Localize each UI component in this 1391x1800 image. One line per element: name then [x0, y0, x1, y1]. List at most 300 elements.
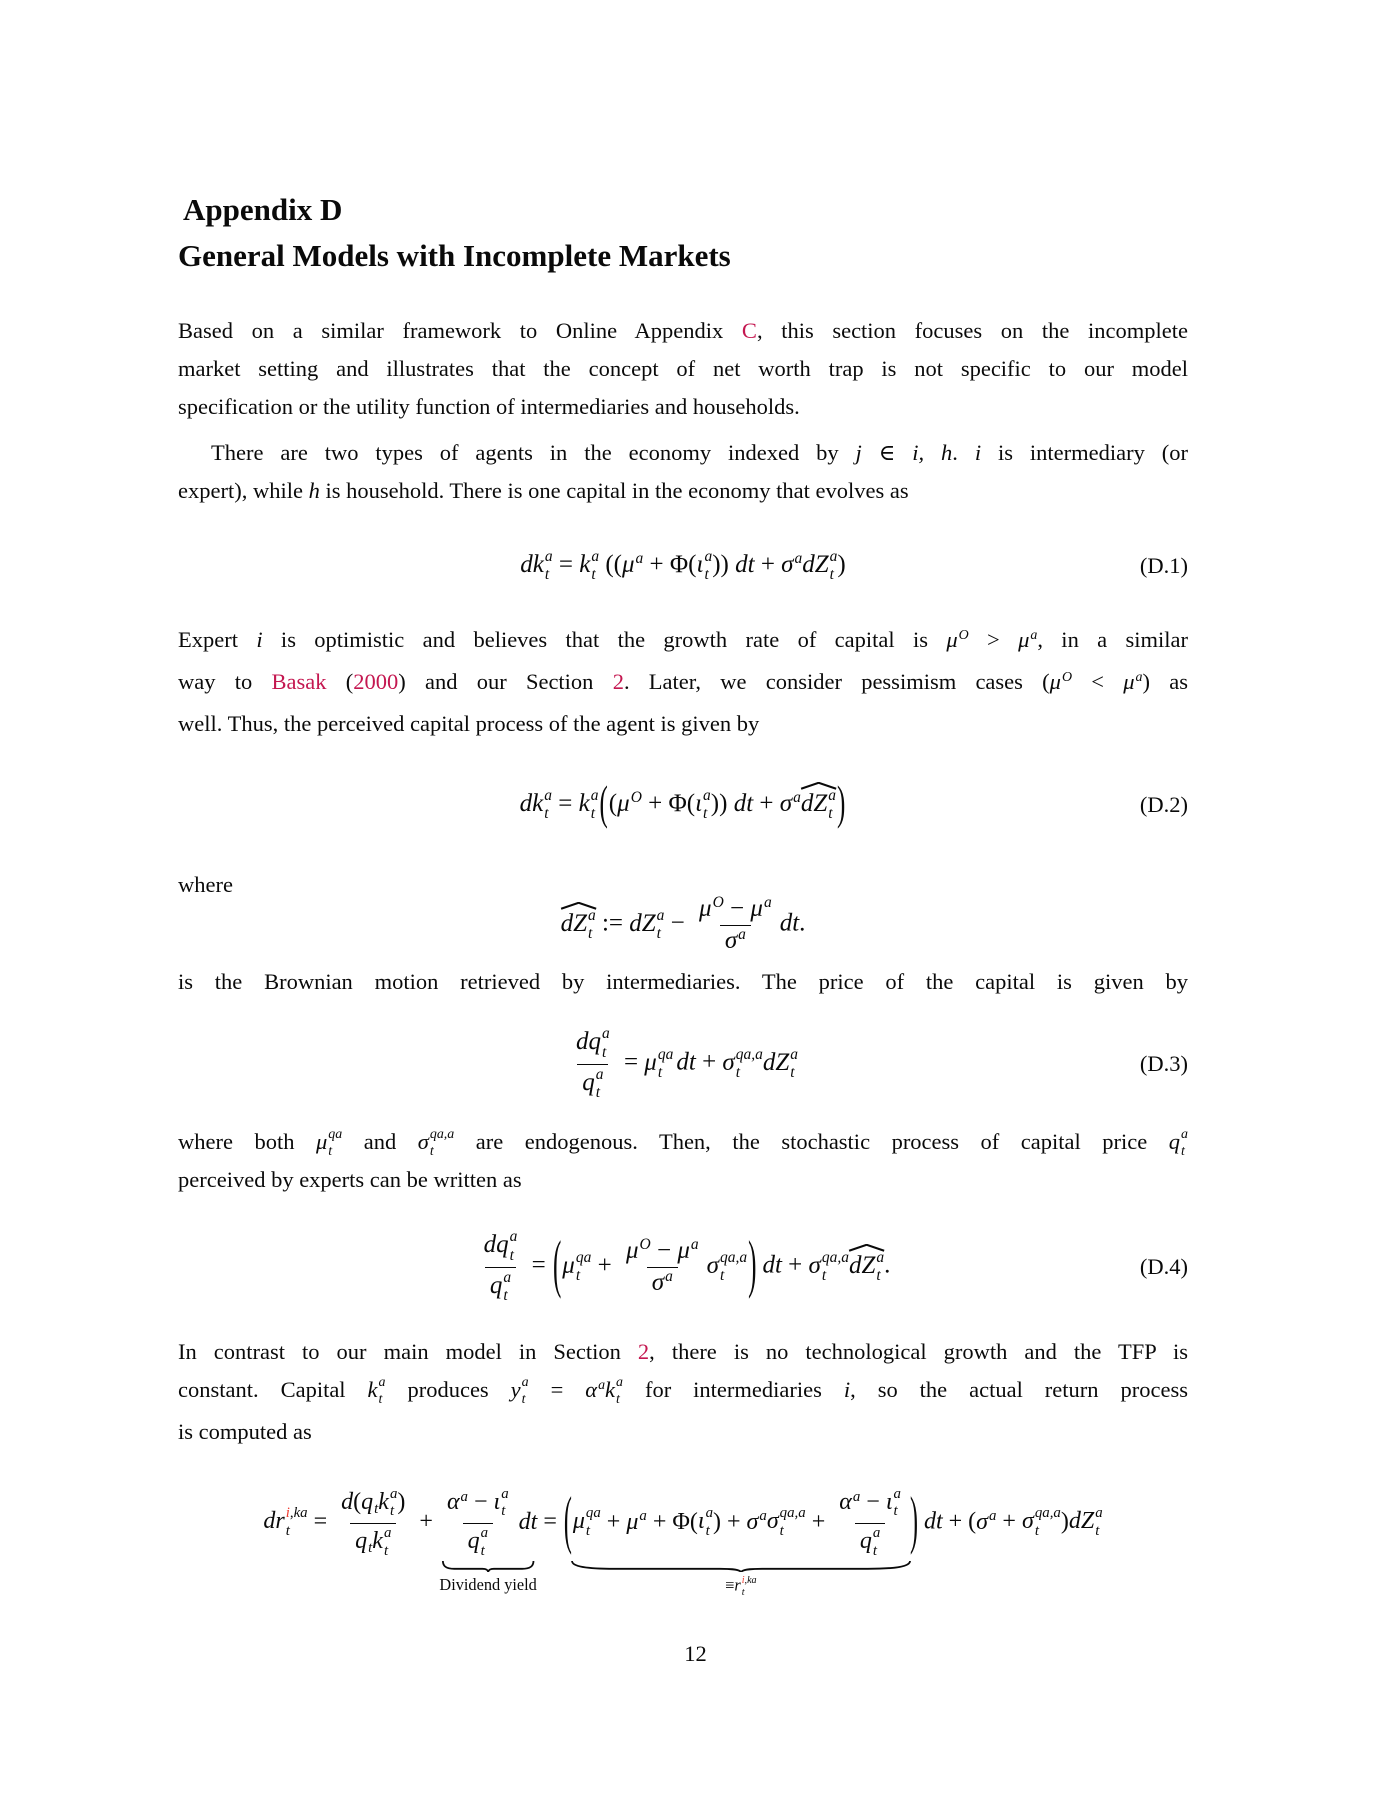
superscript — [598, 1378, 605, 1393]
math-var: a — [616, 1375, 623, 1391]
math-parens — [563, 1485, 919, 1559]
math-scripted — [579, 787, 599, 824]
link-section-2[interactable]: 2 — [637, 1339, 650, 1364]
math-var: dt — [676, 1048, 696, 1076]
math-wide-hat — [849, 1249, 884, 1286]
text-run: + — [600, 1508, 627, 1535]
text-run: , — [744, 1575, 748, 1587]
math-scripted — [626, 1237, 651, 1265]
text-run: , so the actual return process — [850, 1377, 1188, 1402]
text-line — [178, 705, 1188, 743]
math-scripted — [695, 787, 711, 824]
math-var: dt — [518, 1508, 538, 1535]
link-section-2[interactable]: 2 — [612, 669, 624, 694]
text-run: There are two types of agents in the economy indexed by — [211, 440, 856, 465]
math-fraction — [694, 895, 777, 955]
math-scripted — [802, 548, 837, 585]
superscript — [759, 1508, 766, 1524]
math-scripted — [576, 1025, 610, 1062]
superscript — [795, 550, 803, 567]
superscript — [545, 548, 553, 566]
math-var: a — [1095, 1505, 1103, 1522]
math-fraction — [834, 1486, 906, 1560]
subscript — [368, 1540, 372, 1556]
script-stack — [522, 1375, 529, 1408]
math-var: a — [501, 1485, 509, 1502]
script-stack — [822, 1249, 849, 1286]
math-scripted — [626, 1509, 646, 1536]
script-stack — [1035, 1505, 1061, 1540]
hat-accent-icon — [560, 902, 597, 910]
math-var: a — [876, 1248, 885, 1266]
math-scripted — [839, 1489, 860, 1516]
math-var: a — [1135, 670, 1143, 686]
text-run: ( — [326, 669, 354, 694]
math-scripted — [780, 790, 801, 818]
equation-eq-dz — [178, 890, 1188, 960]
script-stack — [1095, 1505, 1102, 1540]
math-var: a — [544, 786, 552, 804]
text-run: )) — [712, 550, 736, 578]
math-var: t — [595, 1084, 600, 1102]
math-scripted — [699, 895, 724, 923]
text-run: (( — [599, 550, 622, 578]
equation-content — [568, 1025, 798, 1102]
text-run: ( — [353, 1488, 362, 1515]
math-var: t — [893, 1503, 898, 1520]
math-var: ι — [493, 1488, 501, 1515]
script-stack — [545, 548, 553, 585]
math-var: a — [704, 547, 713, 565]
subscript — [658, 1064, 674, 1082]
text-run: specification or the utility function of intermediaries and households. — [178, 394, 800, 419]
math-scripted — [617, 790, 642, 818]
numerator — [694, 895, 777, 925]
text-run: ) + — [713, 1508, 747, 1535]
subscript — [430, 1144, 454, 1160]
text-run: ) as — [1142, 669, 1188, 694]
math-scripted — [734, 1575, 756, 1599]
math-var: t — [585, 1523, 591, 1539]
subscript — [616, 1392, 623, 1408]
superscript — [430, 1127, 454, 1143]
underbrace-label — [439, 1575, 536, 1595]
text-line — [178, 963, 1188, 1001]
math-var: a — [872, 1525, 881, 1541]
denominator — [647, 1267, 678, 1297]
superscript — [522, 1375, 529, 1391]
text-run: produces — [385, 1377, 511, 1402]
math-var: t — [544, 805, 549, 822]
math-var: a — [690, 1236, 699, 1254]
subscript — [720, 1267, 747, 1285]
math-var: k — [579, 550, 591, 578]
math-var: a — [378, 1375, 386, 1391]
ref-link-i[interactable]: i — [741, 1575, 745, 1587]
math-var: μ — [625, 1237, 639, 1264]
subscript — [501, 1503, 508, 1521]
math-var: σ — [781, 550, 794, 578]
math-var: qa — [575, 1248, 592, 1266]
script-stack — [828, 787, 836, 824]
superscript — [790, 1046, 798, 1064]
math-scripted — [484, 1228, 518, 1265]
text-run: is intermediary (or — [981, 440, 1188, 465]
text-run: = — [552, 789, 579, 817]
superscript — [894, 1486, 901, 1504]
math-var: σ — [766, 1508, 779, 1535]
text-line — [178, 350, 1188, 388]
text-run: − — [860, 1488, 886, 1515]
math-var: a — [601, 1025, 610, 1043]
script-stack — [544, 787, 552, 824]
text-run: + Φ( — [641, 789, 696, 817]
math-var: σ — [1021, 1508, 1034, 1535]
math-var: ι — [885, 1488, 893, 1515]
script-stack — [430, 1127, 454, 1160]
math-var: t — [429, 1143, 434, 1159]
math-var: dZ — [762, 1048, 790, 1076]
math-var: i — [256, 627, 263, 652]
math-var: t — [285, 1523, 290, 1539]
superscript — [720, 1249, 747, 1267]
text-run: = — [552, 550, 580, 578]
math-var: σ — [724, 927, 738, 954]
math-var: t — [1034, 1523, 1039, 1539]
subscript — [596, 1084, 604, 1102]
math-parens — [552, 1230, 757, 1301]
math-var: t — [383, 1542, 389, 1559]
math-var: μ — [1049, 669, 1061, 694]
script-stack — [703, 787, 711, 824]
math-var: μ — [562, 1251, 575, 1279]
superscript — [1062, 670, 1072, 685]
math-var: t — [876, 1267, 881, 1284]
math-var: a — [598, 1378, 606, 1394]
math-var: d — [341, 1488, 354, 1515]
superscript — [384, 1525, 391, 1543]
math-var: σ — [651, 1269, 665, 1296]
text-run: + — [695, 1048, 723, 1076]
math-var: t — [735, 1064, 741, 1081]
denominator — [577, 1064, 608, 1103]
subscript — [780, 1523, 806, 1541]
script-stack — [596, 1066, 604, 1103]
brace-icon — [441, 1561, 535, 1572]
text-run: . — [952, 440, 975, 465]
math-var: σ — [976, 1508, 988, 1535]
math-var: ι — [696, 550, 704, 578]
document-content — [178, 0, 1188, 1599]
math-var: t — [601, 1043, 607, 1061]
text-run: , — [289, 1505, 294, 1522]
script-stack — [286, 1505, 308, 1540]
math-var: dk — [519, 789, 544, 817]
math-var: σ — [746, 1508, 759, 1535]
math-scripted — [652, 1269, 673, 1297]
math-var: α — [446, 1488, 460, 1515]
superscript — [591, 548, 599, 566]
paragraph-para-4 — [178, 1123, 1188, 1199]
script-stack — [736, 1046, 763, 1083]
script-stack — [501, 1486, 508, 1521]
equation-content — [519, 778, 847, 830]
math-var: qa — [328, 1127, 343, 1143]
math-var: qa,a — [429, 1127, 455, 1143]
superscript — [793, 789, 801, 806]
math-scripted — [573, 1505, 601, 1540]
text-run: way to — [178, 669, 272, 694]
math-var: qa,a — [735, 1045, 763, 1063]
subscript — [894, 1503, 901, 1521]
math-var: dZ — [629, 909, 656, 937]
underbrace-content — [439, 1485, 538, 1559]
underbrace-group — [439, 1485, 538, 1595]
math-scripted — [418, 1123, 455, 1161]
script-stack — [602, 1025, 610, 1062]
math-var: dt — [923, 1508, 943, 1535]
script-stack — [588, 907, 596, 944]
math-scripted — [520, 787, 552, 824]
math-var: q — [1168, 1129, 1181, 1154]
link-appendix-c[interactable]: C — [741, 318, 757, 343]
subscript — [1035, 1523, 1061, 1541]
math-var: μ — [1018, 627, 1030, 652]
math-var: t — [790, 1064, 795, 1081]
numerator — [621, 1237, 704, 1267]
math-var: k — [367, 1377, 378, 1402]
text-run: . — [884, 1251, 891, 1279]
math-scripted — [677, 1237, 698, 1265]
math-scripted — [809, 1249, 849, 1286]
math-scripted — [263, 1505, 307, 1540]
text-run: = — [525, 1251, 552, 1279]
math-var: O — [712, 894, 724, 912]
math-var: q — [355, 1528, 368, 1555]
numerator — [571, 1025, 615, 1064]
script-stack — [873, 1525, 880, 1560]
math-scripted — [494, 1486, 509, 1521]
text-run: − — [664, 909, 692, 937]
script-stack — [503, 1269, 511, 1306]
math-wide-hat — [801, 787, 836, 824]
math-scripted — [644, 1046, 673, 1083]
math-fraction — [571, 1025, 615, 1102]
math-var: qa,a — [1034, 1505, 1061, 1522]
superscript — [1181, 1127, 1188, 1143]
text-run: constant. Capital — [178, 1377, 368, 1402]
subscript — [828, 805, 836, 823]
equation-content — [561, 895, 806, 955]
math-var: dk — [520, 550, 544, 578]
subscript — [510, 1247, 518, 1265]
text-run: . Later, we consider pessimism cases ( — [623, 669, 1050, 694]
math-var: α — [839, 1488, 852, 1515]
subscript — [586, 1523, 601, 1541]
math-scripted — [976, 1509, 996, 1536]
text-run: ) and our Section — [398, 669, 613, 694]
text-run: ∈ — [861, 440, 913, 465]
text-run: + — [754, 550, 782, 578]
math-var: ka — [293, 1505, 308, 1522]
text-run: for intermediaries — [623, 1377, 844, 1402]
math-var: t — [389, 1503, 395, 1520]
text-line — [178, 1161, 1188, 1199]
math-var: μ — [316, 1129, 328, 1154]
math-var: a — [759, 1508, 767, 1525]
math-var: t — [374, 1501, 379, 1518]
ref-link-i[interactable]: i — [285, 1505, 290, 1522]
math-var: a — [1030, 628, 1038, 644]
text-run: = — [617, 1048, 645, 1076]
math-scripted — [562, 1249, 591, 1286]
math-scripted — [763, 1046, 798, 1083]
superscript — [286, 1505, 308, 1523]
math-var: σ — [417, 1129, 429, 1154]
paragraph-brownian — [178, 963, 1188, 1001]
subscript — [328, 1144, 342, 1160]
denominator — [855, 1523, 885, 1560]
math-scripted — [316, 1123, 342, 1161]
math-var: a — [828, 786, 837, 804]
math-parens — [598, 778, 846, 830]
link-basak-2000[interactable]: 2000 — [353, 669, 399, 694]
link-basak[interactable]: Basak — [271, 669, 327, 694]
math-scripted — [698, 1505, 713, 1540]
math-var: O — [958, 628, 969, 644]
math-var: O — [639, 1236, 651, 1254]
text-run: + — [591, 1251, 618, 1279]
script-stack — [616, 1375, 623, 1408]
math-var: a — [665, 1268, 673, 1286]
math-var: qa — [585, 1505, 601, 1522]
text-run: ≡ — [725, 1575, 735, 1595]
math-var: dZ — [560, 909, 587, 937]
script-stack — [1181, 1127, 1188, 1160]
paren-left-icon: ( — [552, 1230, 562, 1301]
math-var: t — [657, 1064, 663, 1081]
subscript — [742, 1587, 757, 1599]
math-var: dZ — [1068, 1508, 1095, 1535]
section-heading: General Models with Incomplete Markets — [178, 238, 731, 273]
math-var: a — [703, 786, 711, 804]
script-stack — [780, 1505, 806, 1540]
text-run: = — [528, 1377, 586, 1402]
superscript — [691, 1236, 699, 1253]
math-scripted — [750, 895, 771, 923]
math-var: t — [705, 1523, 710, 1539]
math-var: t — [480, 1542, 485, 1559]
text-run: In contrast to our main model in Section — [178, 1339, 638, 1364]
math-var: μ — [699, 895, 712, 922]
superscript — [706, 1505, 713, 1523]
math-var: μ — [626, 1508, 639, 1535]
text-run: ) — [837, 550, 846, 578]
math-scripted — [622, 551, 643, 579]
math-scripted — [579, 548, 599, 585]
subscript — [736, 1064, 763, 1082]
math-var: dZ — [848, 1251, 876, 1279]
math-scripted — [946, 621, 968, 663]
text-run: where both — [178, 1129, 316, 1154]
paren-content — [608, 786, 837, 822]
math-var: α — [585, 1377, 598, 1402]
text-run: is the Brownian motion retrieved by intermediaries. The price of the capital is given by — [178, 969, 1188, 994]
superscript — [1095, 1505, 1102, 1523]
math-scripted — [767, 1505, 806, 1540]
paren-left-icon: ( — [599, 778, 608, 830]
math-var: k — [578, 789, 590, 817]
math-var: a — [988, 1508, 997, 1525]
text-run: + ( — [942, 1508, 977, 1535]
math-var: a — [389, 1485, 398, 1502]
math-var: t — [829, 566, 834, 583]
math-var: a — [595, 1066, 604, 1083]
numerator — [479, 1228, 523, 1267]
math-var: a — [503, 1269, 512, 1286]
math-var: i — [843, 1377, 851, 1402]
math-var: t — [378, 1391, 383, 1407]
math-var: μ — [644, 1048, 657, 1076]
equation-eq-d3 — [178, 1017, 1188, 1111]
math-scripted — [801, 787, 836, 824]
text-run: is computed as — [178, 1419, 312, 1444]
section-title — [178, 188, 1188, 278]
equation-content — [520, 548, 846, 585]
math-var: dt — [733, 789, 754, 817]
math-var: a — [635, 550, 644, 568]
math-var: ι — [695, 789, 703, 817]
subscript — [576, 1267, 592, 1285]
math-scripted — [1069, 1505, 1103, 1540]
math-var: a — [790, 1045, 799, 1063]
superscript — [503, 1269, 511, 1287]
math-var: q — [361, 1488, 374, 1515]
math-var: q — [582, 1069, 595, 1097]
denominator — [485, 1267, 516, 1306]
superscript — [586, 1505, 601, 1523]
subscript — [602, 1044, 610, 1062]
script-stack — [706, 1505, 713, 1540]
subscript — [286, 1523, 308, 1541]
superscript — [665, 1268, 673, 1285]
superscript — [328, 1127, 342, 1143]
math-var: t — [821, 1267, 827, 1284]
text-line — [178, 621, 1188, 663]
superscript — [764, 894, 772, 911]
math-fraction — [442, 1486, 514, 1560]
text-run: is household. There is one capital in the economy that evolves as — [319, 478, 909, 503]
math-var: t — [328, 1143, 333, 1159]
math-var: qa,a — [720, 1248, 748, 1266]
paren-content — [572, 1485, 909, 1559]
superscript — [713, 894, 724, 911]
text-run: > — [968, 627, 1019, 652]
numerator — [442, 1486, 514, 1523]
superscript — [1030, 628, 1037, 643]
math-var: r — [734, 1575, 741, 1595]
math-var: dt — [735, 550, 755, 578]
math-var: t — [575, 1267, 581, 1284]
math-scripted — [582, 1066, 603, 1103]
text-run: , there is no technological growth and the TFP is — [649, 1339, 1188, 1364]
math-var: a — [521, 1375, 529, 1391]
text-run: , in a similar — [1037, 627, 1188, 652]
denominator — [463, 1523, 493, 1560]
math-var: a — [460, 1488, 468, 1505]
text-run: = — [537, 1508, 563, 1535]
text-line — [178, 1413, 1188, 1451]
